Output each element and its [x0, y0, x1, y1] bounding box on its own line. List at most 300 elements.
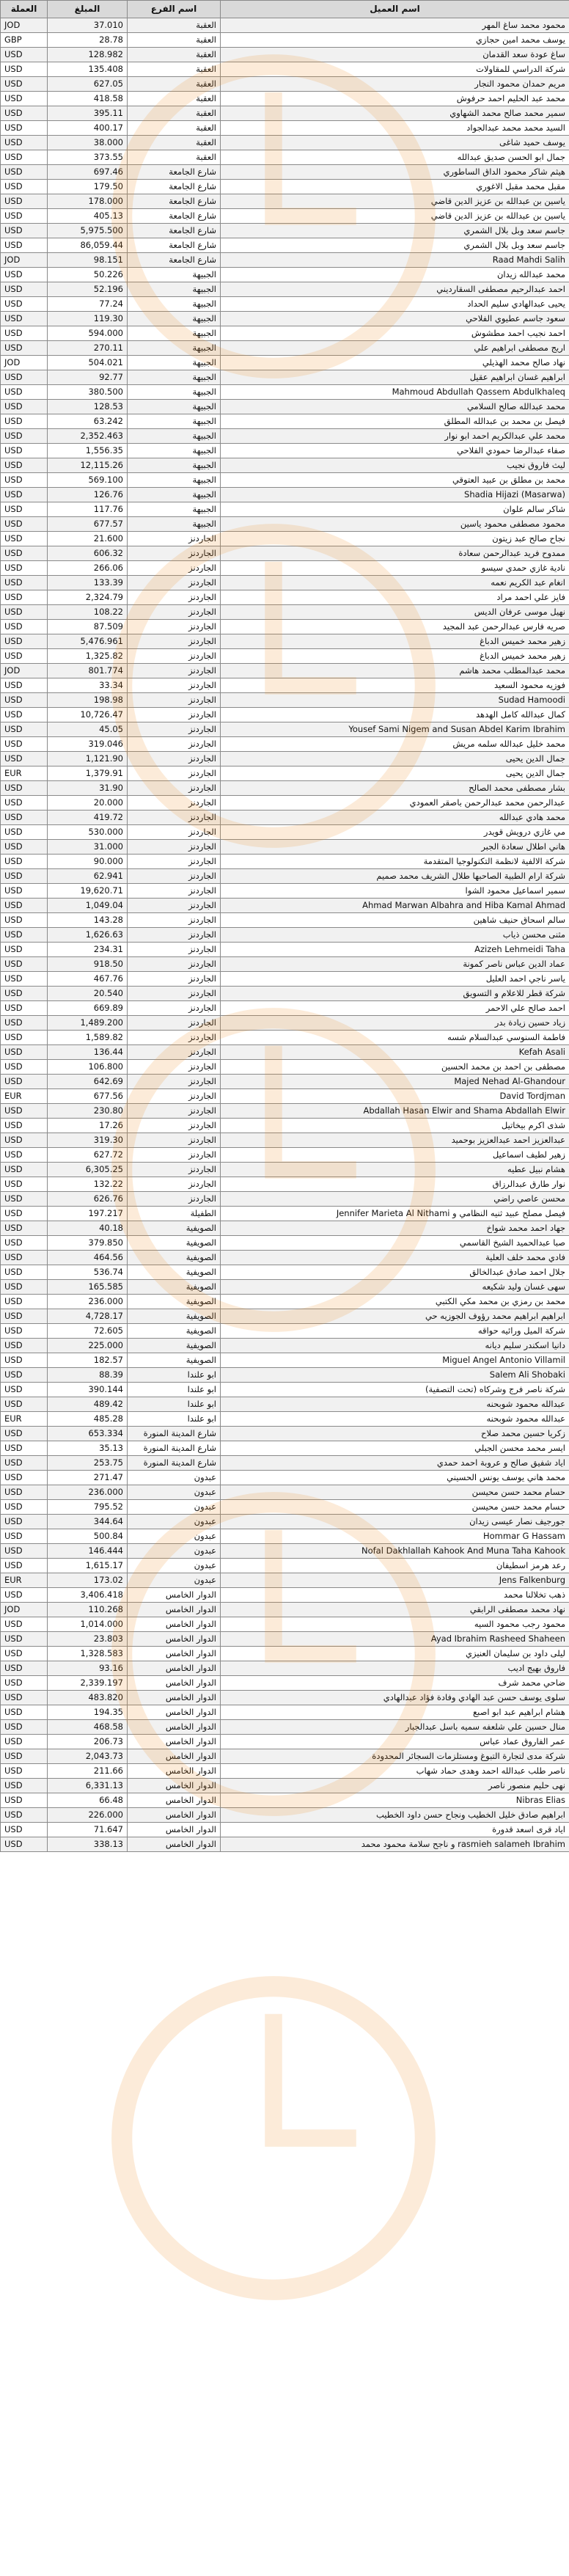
- branch-cell: الجاردنز: [128, 855, 221, 869]
- branch-cell: شارع المدينة المنورة: [128, 1456, 221, 1471]
- customer-name-cell: محمد بن رمزي بن محمد مكي الكتبي: [221, 1295, 569, 1309]
- branch-cell: الجبيهة: [128, 473, 221, 488]
- branch-cell: الصويفية: [128, 1265, 221, 1280]
- customer-name-cell: Ayad Ibrahim Rasheed Shaheen: [221, 1632, 569, 1647]
- amount-cell: 236.000: [48, 1295, 128, 1309]
- customer-name-cell: ليث فاروق نجيب: [221, 458, 569, 473]
- branch-cell: الجاردنز: [128, 678, 221, 693]
- amount-cell: 211.66: [48, 1764, 128, 1779]
- table-row: [1, 781, 569, 796]
- branch-cell: الجاردنز: [128, 811, 221, 825]
- table-row: [1, 972, 569, 987]
- customer-name-cell: شركة ناصر فرج وشركاه (تحت التصفية): [221, 1383, 569, 1397]
- currency-cell: USD: [1, 1324, 48, 1339]
- customer-name-cell: ليلى داود بن سليمان العنيزي: [221, 1647, 569, 1661]
- branch-cell: الصويفية: [128, 1251, 221, 1265]
- table-row: [1, 1749, 569, 1764]
- customer-name-cell: ممدوح فريد عبدالرحمن سعادة: [221, 546, 569, 561]
- currency-cell: USD: [1, 1045, 48, 1060]
- currency-cell: USD: [1, 1192, 48, 1207]
- table-row: [1, 1075, 569, 1089]
- header-customer: اسم العميل: [221, 1, 569, 18]
- customer-name-cell: فايز علي احمد مراد: [221, 590, 569, 605]
- branch-cell: الجاردنز: [128, 1075, 221, 1089]
- amount-cell: 117.76: [48, 502, 128, 517]
- customer-name-cell: مقبل محمد مقبل الاغوري: [221, 180, 569, 194]
- amount-cell: 92.77: [48, 370, 128, 385]
- currency-cell: USD: [1, 1661, 48, 1676]
- branch-cell: الجاردنز: [128, 1060, 221, 1075]
- currency-cell: USD: [1, 341, 48, 356]
- currency-cell: USD: [1, 194, 48, 209]
- table-row: [1, 224, 569, 238]
- table-row: [1, 400, 569, 414]
- currency-cell: EUR: [1, 766, 48, 781]
- amount-cell: 33.34: [48, 678, 128, 693]
- amount-cell: 390.144: [48, 1383, 128, 1397]
- amount-cell: 178.000: [48, 194, 128, 209]
- currency-cell: USD: [1, 1368, 48, 1383]
- customer-name-cell: دانيا اسكندر سليم ديانه: [221, 1339, 569, 1353]
- branch-cell: العقبة: [128, 77, 221, 92]
- customer-name-cell: Raad Mahdi Salih: [221, 253, 569, 268]
- customer-name-cell: Sudad Hamoodi: [221, 693, 569, 708]
- amount-cell: 182.57: [48, 1353, 128, 1368]
- amount-cell: 87.509: [48, 620, 128, 634]
- customer-name-cell: rasmieh salameh Ibrahim و ناجح سلامة محمود محمد: [221, 1837, 569, 1852]
- customer-name-cell: ابراهيم غسان ابراهيم عقيل: [221, 370, 569, 385]
- table-row: [1, 1148, 569, 1163]
- customer-name-cell: David Tordjman: [221, 1089, 569, 1104]
- table-row: [1, 664, 569, 678]
- branch-cell: ابو علندا: [128, 1412, 221, 1427]
- amount-cell: 795.52: [48, 1500, 128, 1515]
- table-row: [1, 546, 569, 561]
- customer-name-cell: السيد محمد محمد عبدالجواد: [221, 121, 569, 136]
- customer-name-cell: جاسم سعد وبل بلال الشمري: [221, 238, 569, 253]
- amount-cell: 271.47: [48, 1471, 128, 1485]
- customer-name-cell: محمد علي عبدالكريم احمد ابو نوار: [221, 429, 569, 444]
- table-row: [1, 458, 569, 473]
- table-row: [1, 957, 569, 972]
- table-row: [1, 297, 569, 312]
- branch-cell: الجاردنز: [128, 1031, 221, 1045]
- currency-cell: USD: [1, 1397, 48, 1412]
- customer-name-cell: شذى اكرم بيخاتيل: [221, 1119, 569, 1133]
- table-row: [1, 77, 569, 92]
- currency-cell: USD: [1, 1339, 48, 1353]
- currency-cell: USD: [1, 634, 48, 649]
- amount-cell: 594.000: [48, 326, 128, 341]
- amount-cell: 3,406.418: [48, 1588, 128, 1603]
- customer-name-cell: Salem Ali Shobaki: [221, 1368, 569, 1383]
- currency-cell: JOD: [1, 356, 48, 370]
- branch-cell: العقبة: [128, 48, 221, 62]
- table-row: [1, 253, 569, 268]
- currency-cell: USD: [1, 224, 48, 238]
- customer-name-cell: زهير لطيف اسماعيل: [221, 1148, 569, 1163]
- customer-name-cell: نهاد صالح محمد الهذيلي: [221, 356, 569, 370]
- currency-cell: USD: [1, 869, 48, 884]
- amount-cell: 197.217: [48, 1207, 128, 1221]
- table-row: [1, 1016, 569, 1031]
- branch-cell: الجاردنز: [128, 899, 221, 913]
- amount-cell: 206.73: [48, 1735, 128, 1749]
- table-row: [1, 488, 569, 502]
- customer-name-cell: نهى حليم منصور ناصر: [221, 1779, 569, 1793]
- customer-name-cell: اياد شفيق صالح و عروبة احمد حمدي: [221, 1456, 569, 1471]
- currency-cell: USD: [1, 899, 48, 913]
- branch-cell: الجبيهة: [128, 268, 221, 282]
- amount-cell: 88.39: [48, 1368, 128, 1383]
- table-row: [1, 92, 569, 106]
- branch-cell: الصويفية: [128, 1309, 221, 1324]
- customer-name-cell: محمد عبدالله صالح السلامي: [221, 400, 569, 414]
- branch-cell: الجاردنز: [128, 1163, 221, 1177]
- customer-name-cell: محمد عبد الحليم احمد حرفوش: [221, 92, 569, 106]
- table-row: [1, 1676, 569, 1691]
- currency-cell: USD: [1, 796, 48, 811]
- table-row: [1, 1163, 569, 1177]
- customer-name-cell: ايسر محمد محسن الجبلي: [221, 1441, 569, 1456]
- currency-cell: USD: [1, 1705, 48, 1720]
- customer-name-cell: يحيى عبدالهادي سليم الحداد: [221, 297, 569, 312]
- currency-cell: USD: [1, 737, 48, 752]
- table-row: [1, 1353, 569, 1368]
- branch-cell: شارع الجامعة: [128, 224, 221, 238]
- customer-name-cell: جاسم سعد وبل بلال الشمري: [221, 224, 569, 238]
- table-row: [1, 370, 569, 385]
- amount-cell: 697.46: [48, 165, 128, 180]
- table-row: [1, 605, 569, 620]
- branch-cell: الطفيلة: [128, 1207, 221, 1221]
- amount-cell: 405.13: [48, 209, 128, 224]
- table-row: [1, 1485, 569, 1500]
- branch-cell: الدوار الخامس: [128, 1676, 221, 1691]
- header-branch: اسم الفرع: [128, 1, 221, 18]
- amount-cell: 71.647: [48, 1823, 128, 1837]
- currency-cell: USD: [1, 1793, 48, 1808]
- customer-name-cell: شركة ارام الطبية الصاحبها طلال الشريف محمد صميم: [221, 869, 569, 884]
- customer-name-cell: فوزيه محمود السعيد: [221, 678, 569, 693]
- currency-cell: USD: [1, 605, 48, 620]
- currency-cell: USD: [1, 1075, 48, 1089]
- currency-cell: EUR: [1, 1412, 48, 1427]
- amount-cell: 6,331.13: [48, 1779, 128, 1793]
- customer-name-cell: مريم حمدان محمود النجار: [221, 77, 569, 92]
- amount-cell: 5,975.500: [48, 224, 128, 238]
- currency-cell: USD: [1, 297, 48, 312]
- amount-cell: 198.98: [48, 693, 128, 708]
- branch-cell: العقبة: [128, 121, 221, 136]
- customer-name-cell: انغام عبد الكريم نعمه: [221, 576, 569, 590]
- branch-cell: الجاردنز: [128, 1148, 221, 1163]
- table-row: [1, 356, 569, 370]
- amount-cell: 485.28: [48, 1412, 128, 1427]
- currency-cell: USD: [1, 781, 48, 796]
- branch-cell: الدوار الخامس: [128, 1779, 221, 1793]
- customer-name-cell: Yousef Sami Nigem and Susan Abdel Karim Ibrahim: [221, 722, 569, 737]
- amount-cell: 379.850: [48, 1236, 128, 1251]
- amount-cell: 338.13: [48, 1837, 128, 1852]
- branch-cell: العقبة: [128, 18, 221, 33]
- customer-name-cell: ذهب تخلالنا محمد: [221, 1588, 569, 1603]
- table-row: [1, 136, 569, 150]
- amount-cell: 38.000: [48, 136, 128, 150]
- branch-cell: شارع المدينة المنورة: [128, 1427, 221, 1441]
- customer-name-cell: عبدالعزيز احمد عبدالعزيز بوحميد: [221, 1133, 569, 1148]
- currency-cell: USD: [1, 1691, 48, 1705]
- table-row: [1, 121, 569, 136]
- currency-cell: USD: [1, 1544, 48, 1559]
- amount-cell: 489.42: [48, 1397, 128, 1412]
- amount-cell: 626.76: [48, 1192, 128, 1207]
- amount-cell: 133.39: [48, 576, 128, 590]
- currency-cell: USD: [1, 282, 48, 297]
- currency-cell: USD: [1, 92, 48, 106]
- customer-name-cell: سمير اسماعيل محمود الشوا: [221, 884, 569, 899]
- branch-cell: شارع الجامعة: [128, 194, 221, 209]
- currency-cell: USD: [1, 561, 48, 576]
- currency-cell: USD: [1, 840, 48, 855]
- amount-cell: 627.05: [48, 77, 128, 92]
- amount-cell: 20.540: [48, 987, 128, 1001]
- branch-cell: عبدون: [128, 1559, 221, 1573]
- branch-cell: الجاردنز: [128, 546, 221, 561]
- customer-name-cell: عبدالرحمن محمد عبدالرحمن باصقر العمودي: [221, 796, 569, 811]
- currency-cell: EUR: [1, 1089, 48, 1104]
- branch-cell: شارع الجامعة: [128, 238, 221, 253]
- amount-cell: 226.000: [48, 1808, 128, 1823]
- customer-name-cell: جورجيف نصار عيسى زيدان: [221, 1515, 569, 1529]
- table-row: [1, 1119, 569, 1133]
- customer-name-cell: عماد الدين عباس ناصر كمونة: [221, 957, 569, 972]
- currency-cell: GBP: [1, 33, 48, 48]
- currency-cell: USD: [1, 165, 48, 180]
- table-row: [1, 1691, 569, 1705]
- customer-name-cell: جمال ابو الحسن صديق عبدالله: [221, 150, 569, 165]
- amount-cell: 136.44: [48, 1045, 128, 1060]
- customer-name-cell: Azizeh Lehmeidi Taha: [221, 943, 569, 957]
- amount-cell: 40.18: [48, 1221, 128, 1236]
- currency-cell: USD: [1, 1163, 48, 1177]
- currency-cell: USD: [1, 1031, 48, 1045]
- currency-cell: USD: [1, 972, 48, 987]
- currency-cell: USD: [1, 752, 48, 766]
- branch-cell: العقبة: [128, 150, 221, 165]
- amount-cell: 319.046: [48, 737, 128, 752]
- table-row: [1, 1089, 569, 1104]
- customer-name-cell: احمد نجيب احمد مطشوش: [221, 326, 569, 341]
- currency-cell: USD: [1, 1515, 48, 1529]
- currency-cell: USD: [1, 678, 48, 693]
- amount-cell: 380.500: [48, 385, 128, 400]
- customer-name-cell: محسن عاصي راضي: [221, 1192, 569, 1207]
- currency-cell: USD: [1, 1559, 48, 1573]
- currency-cell: USD: [1, 238, 48, 253]
- table-row: [1, 1104, 569, 1119]
- table-row: [1, 532, 569, 546]
- customer-name-cell: احمد عبدالرحيم مصطفى السقارديني: [221, 282, 569, 297]
- branch-cell: الصويفية: [128, 1324, 221, 1339]
- currency-cell: USD: [1, 1749, 48, 1764]
- amount-cell: 1,626.63: [48, 928, 128, 943]
- currency-cell: USD: [1, 1647, 48, 1661]
- table-row: [1, 840, 569, 855]
- table-row: [1, 1808, 569, 1823]
- table-row: [1, 943, 569, 957]
- branch-cell: الجاردنز: [128, 664, 221, 678]
- currency-cell: USD: [1, 987, 48, 1001]
- customer-name-cell: شركة مدى لتجارة التبوغ ومستلزمات السجائر المحدودة: [221, 1749, 569, 1764]
- currency-cell: USD: [1, 429, 48, 444]
- amount-cell: 17.26: [48, 1119, 128, 1133]
- currency-cell: USD: [1, 1471, 48, 1485]
- table-row: [1, 429, 569, 444]
- branch-cell: الصويفية: [128, 1339, 221, 1353]
- table-row: [1, 282, 569, 297]
- customer-name-cell: ابراهيم صادق خليل الخطيب ونجاح حسن داود الخطيب: [221, 1808, 569, 1823]
- customer-name-cell: حسام محمد حسن محيسن: [221, 1500, 569, 1515]
- currency-cell: USD: [1, 1280, 48, 1295]
- branch-cell: الجاردنز: [128, 634, 221, 649]
- branch-cell: الجبيهة: [128, 429, 221, 444]
- currency-cell: USD: [1, 1221, 48, 1236]
- branch-cell: الجاردنز: [128, 1045, 221, 1060]
- amount-cell: 234.31: [48, 943, 128, 957]
- branch-cell: الجاردنز: [128, 987, 221, 1001]
- table-row: [1, 561, 569, 576]
- branch-cell: عبدون: [128, 1485, 221, 1500]
- customer-name-cell: زياد حسين زيادة بدر: [221, 1016, 569, 1031]
- table-row: [1, 752, 569, 766]
- table-row: [1, 1559, 569, 1573]
- currency-cell: USD: [1, 722, 48, 737]
- customer-name-cell: جمال الدين يحيى: [221, 752, 569, 766]
- amount-cell: 179.50: [48, 180, 128, 194]
- amount-cell: 143.28: [48, 913, 128, 928]
- table-row: [1, 1133, 569, 1148]
- branch-cell: الجاردنز: [128, 605, 221, 620]
- currency-cell: USD: [1, 312, 48, 326]
- amount-cell: 31.000: [48, 840, 128, 855]
- customer-name-cell: صبا عبدالحميد الشيخ القاسمي: [221, 1236, 569, 1251]
- currency-cell: USD: [1, 1456, 48, 1471]
- customer-name-cell: نهاد محمد مصطفى الرابقي: [221, 1603, 569, 1617]
- currency-cell: USD: [1, 444, 48, 458]
- currency-cell: USD: [1, 1383, 48, 1397]
- currency-cell: EUR: [1, 1573, 48, 1588]
- customer-name-cell: Abdallah Hasan Elwir and Shama Abdallah Elwir: [221, 1104, 569, 1119]
- customer-name-cell: بشار مصطفى محمد الصالح: [221, 781, 569, 796]
- customer-name-cell: نوار طارق عبدالرزاق: [221, 1177, 569, 1192]
- customer-name-cell: شركة الدراسي للمقاولات: [221, 62, 569, 77]
- customer-name-cell: سهى غسان وليد شكيعه: [221, 1280, 569, 1295]
- branch-cell: الدوار الخامس: [128, 1764, 221, 1779]
- customer-name-cell: Shadia Hijazi (Masarwa): [221, 488, 569, 502]
- amount-cell: 66.48: [48, 1793, 128, 1808]
- currency-cell: USD: [1, 136, 48, 150]
- currency-cell: USD: [1, 1060, 48, 1075]
- table-row: [1, 1764, 569, 1779]
- customer-name-cell: محمد بن مطلق بن عبيد العتوقي: [221, 473, 569, 488]
- amount-cell: 1,589.82: [48, 1031, 128, 1045]
- amount-cell: 63.242: [48, 414, 128, 429]
- currency-cell: USD: [1, 400, 48, 414]
- customer-name-cell: محمد عبدالمطلب محمد هاشم: [221, 664, 569, 678]
- branch-cell: شارع الجامعة: [128, 253, 221, 268]
- table-row: [1, 708, 569, 722]
- table-row: [1, 106, 569, 121]
- branch-cell: الدوار الخامس: [128, 1691, 221, 1705]
- branch-cell: عبدون: [128, 1500, 221, 1515]
- customer-name-cell: زهير محمد خميس الدباغ: [221, 634, 569, 649]
- branch-cell: الجاردنز: [128, 884, 221, 899]
- amount-cell: 918.50: [48, 957, 128, 972]
- amount-cell: 373.55: [48, 150, 128, 165]
- currency-cell: USD: [1, 121, 48, 136]
- branch-cell: الجاردنز: [128, 649, 221, 664]
- branch-cell: الجاردنز: [128, 1089, 221, 1104]
- currency-cell: USD: [1, 1177, 48, 1192]
- amount-cell: 31.90: [48, 781, 128, 796]
- amount-cell: 128.982: [48, 48, 128, 62]
- amount-cell: 5,476.961: [48, 634, 128, 649]
- customer-name-cell: محمود رجب محمود السيه: [221, 1617, 569, 1632]
- branch-cell: الجبيهة: [128, 370, 221, 385]
- currency-cell: USD: [1, 517, 48, 532]
- currency-cell: USD: [1, 1265, 48, 1280]
- branch-cell: الدوار الخامس: [128, 1808, 221, 1823]
- currency-cell: USD: [1, 532, 48, 546]
- amount-cell: 50.226: [48, 268, 128, 282]
- table-row: [1, 150, 569, 165]
- customer-name-cell: صريه فارس عبدالرحمن عبد المجيد: [221, 620, 569, 634]
- amount-cell: 504.021: [48, 356, 128, 370]
- amount-cell: 1,328.583: [48, 1647, 128, 1661]
- branch-cell: شارع الجامعة: [128, 209, 221, 224]
- amount-cell: 2,339.197: [48, 1676, 128, 1691]
- customer-name-cell: Nofal Dakhlallah Kahook And Muna Taha Kahook: [221, 1544, 569, 1559]
- table-row: [1, 1823, 569, 1837]
- customer-name-cell: ياسين بن عبدالله بن عزيز الدين قاضي: [221, 194, 569, 209]
- amount-cell: 642.69: [48, 1075, 128, 1089]
- table-row: [1, 1837, 569, 1852]
- currency-cell: USD: [1, 1588, 48, 1603]
- customer-name-cell: فيصل مصلح عبيد ثنيه النظامي و Jennifer Marieta Al Nithami: [221, 1207, 569, 1221]
- branch-cell: الجاردنز: [128, 796, 221, 811]
- customer-name-cell: جلال احمد صادق عبدالخالق: [221, 1265, 569, 1280]
- table-row: [1, 1207, 569, 1221]
- customer-name-cell: هاني اطلال سعادة الجبر: [221, 840, 569, 855]
- currency-cell: USD: [1, 1016, 48, 1031]
- currency-cell: USD: [1, 488, 48, 502]
- table-row: [1, 590, 569, 605]
- amount-cell: 319.30: [48, 1133, 128, 1148]
- table-row: [1, 649, 569, 664]
- currency-cell: USD: [1, 1427, 48, 1441]
- customer-name-cell: ساغ عودة سعد القدمان: [221, 48, 569, 62]
- customer-name-cell: ناصر طلب عبدالله احمد وهدى حماد شهاب: [221, 1764, 569, 1779]
- table-row: [1, 1500, 569, 1515]
- amount-cell: 677.57: [48, 517, 128, 532]
- branch-cell: الدوار الخامس: [128, 1837, 221, 1852]
- amount-cell: 483.820: [48, 1691, 128, 1705]
- customer-name-cell: شركة الميل ورائيه حواقه: [221, 1324, 569, 1339]
- currency-cell: USD: [1, 1104, 48, 1119]
- currency-cell: USD: [1, 268, 48, 282]
- currency-cell: USD: [1, 180, 48, 194]
